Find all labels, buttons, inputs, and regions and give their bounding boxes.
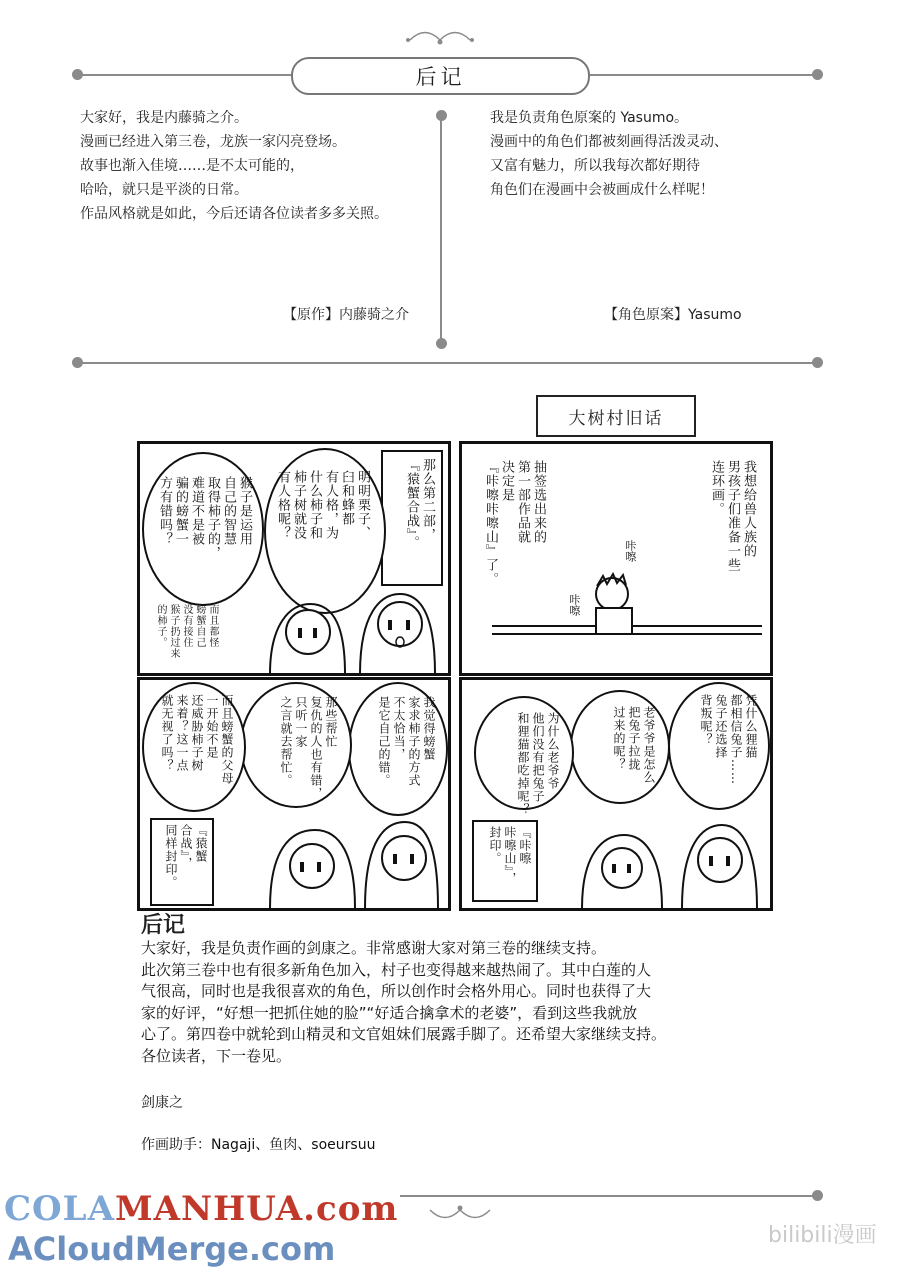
sound-effect: 咔嚓 [624,540,637,562]
author-line: 哈哈，就只是平淡的日常。 [80,182,248,198]
narration-box [381,450,443,586]
speech-bubble [240,682,352,808]
speech-text: 老爷爷是怎么 把兔子拉拢 过来的呢？ [612,706,656,784]
narration-text: 那么第二部， 『猿蟹合战』。 [404,458,435,550]
character-illustration [250,584,440,674]
afterword-line: 家的好评，“好想一把抓住她的脸”“好适合擒拿术的老婆”，看到这些我就放 [141,1003,638,1022]
designer-line: 又富有魅力，所以我每次都好期待 [490,158,700,174]
narration-text: 抽签选出来的 第一部作品就 决定是 『咔嚓咔嚓山』了。 [483,460,546,586]
speech-text: 那些帮忙 复仇的人也有错， 只听一家 之言就去帮忙。 [279,696,338,800]
speech-text: 我觉得螃蟹 家求柿子的方式 不太恰当， 是它自己的错。 [377,696,436,787]
speech-bubble [348,682,448,816]
sound-effect: 咔嚓 [568,594,581,616]
afterword-line: 气很高，同时也是我很喜欢的角色，所以创作时会格外用心。同时也获得了大 [141,982,652,1000]
speech-bubble [474,696,574,816]
afterword-body [141,938,761,1067]
artist-signature: 剑康之 [141,1095,183,1111]
designer-line: 漫画中的角色们都被刻画得活泼灵动、 [490,134,728,150]
narration-text: 『咔嚓 咔嚓山』， 封印。 [488,826,532,885]
narration-box [472,820,538,902]
flourish-ornament-bottom [420,1200,500,1220]
header-rule-left [80,74,292,76]
rule-dot-right-mid [812,357,823,368]
watermark-main: MANHUA.com [114,1189,399,1229]
afterword-title: 后记 [141,913,186,938]
afterword-line: 各位读者，下一卷见。 [141,1046,292,1065]
divider-dot-bottom [436,338,447,349]
page-title: 后记 [291,57,590,95]
rule-dot-right-top [812,69,823,80]
author-line: 故事也渐入佳境……是不太可能的， [80,158,304,174]
speech-text: 猴子是运用 自己的智慧 取得柿子的， 难道不是被 骗的螃蟹一 方有错吗？ [157,476,252,560]
comic-panel-2 [459,441,773,676]
character-illustration [250,810,440,908]
colamanhua-watermark [4,1189,398,1229]
comic-panel-3 [137,677,451,911]
speech-text: 而且螃蟹的父母 一开始不是 还威胁柿子树 来着？这一点 就无视了吗？ [160,694,234,785]
designer-message [490,106,728,202]
column-divider [440,118,442,340]
afterword-line: 心了。第四卷中就轮到山精灵和文官姐妹们展露手脚了。还希望大家继续支持。 [141,1025,667,1043]
character-illustration [562,810,762,908]
bilibili-watermark: bilibili漫画 [768,1223,877,1248]
speech-bubble [142,452,264,606]
comic-panel-1 [137,441,451,676]
acloudmerge-watermark: ACloudMerge.com [8,1230,336,1268]
speech-bubble [668,682,770,810]
afterword-line: 大家好，我是负责作画的剑康之。非常感谢大家对第三卷的继续支持。 [141,939,607,957]
flourish-ornament-top [400,30,480,50]
section-rule [80,362,814,364]
author-line: 大家好，我是内藤骑之介。 [80,110,248,126]
designer-line: 我是负责角色原案的 Yasumo。 [490,110,689,126]
speech-text: 凭什么狸猫 都相信兔子…… 兔子还选择 背叛呢？ [699,694,758,785]
comic-panel-4 [459,677,773,911]
author-message [80,106,388,226]
speech-text: 为什么老爷爷 他们没有把兔子 和狸猫都吃掉呢？ [516,712,560,816]
header-rule-right [586,74,814,76]
author-signature: 【原作】内藤骑之介 [283,307,409,323]
desk-scene-illustration [492,564,762,674]
narration-text: 我想给兽人族的 男孩子们准备一些 连环画。 [709,460,756,572]
narration-box [150,818,214,906]
assistant-credits: 作画助手：Nagaji、鱼肉、soeursuu [141,1137,376,1153]
watermark-prefix: COLA [4,1189,115,1229]
author-line: 作品风格就是如此，今后还请各位读者多多关照。 [80,206,388,222]
speech-bubble [142,682,246,812]
comic-title: 大树村旧话 [536,395,696,437]
speech-text: 明明栗子、 臼和蜂都 有人格，为 什么柿子和 柿子树就没 有人格呢？ [275,470,370,540]
afterword-line: 此次第三卷中也有很多新角色加入，村子也变得越来越热闹了。其中白莲的人 [141,960,652,979]
author-line: 漫画已经进入第三卷，龙族一家闪亮登场。 [80,134,346,150]
designer-line: 角色们在漫画中会被画成什么样呢！ [490,182,714,198]
narration-text: 『猿蟹 合战』， 同样封印。 [164,824,208,889]
footer-rule [400,1195,814,1197]
designer-signature: 【角色原案】Yasumo [604,307,742,323]
side-note: 而且都怪 螃蟹自己 没有接住 猴子扔过来 的柿子。 [155,604,218,659]
speech-bubble [570,690,670,804]
rule-dot-right-bottom [812,1190,823,1201]
